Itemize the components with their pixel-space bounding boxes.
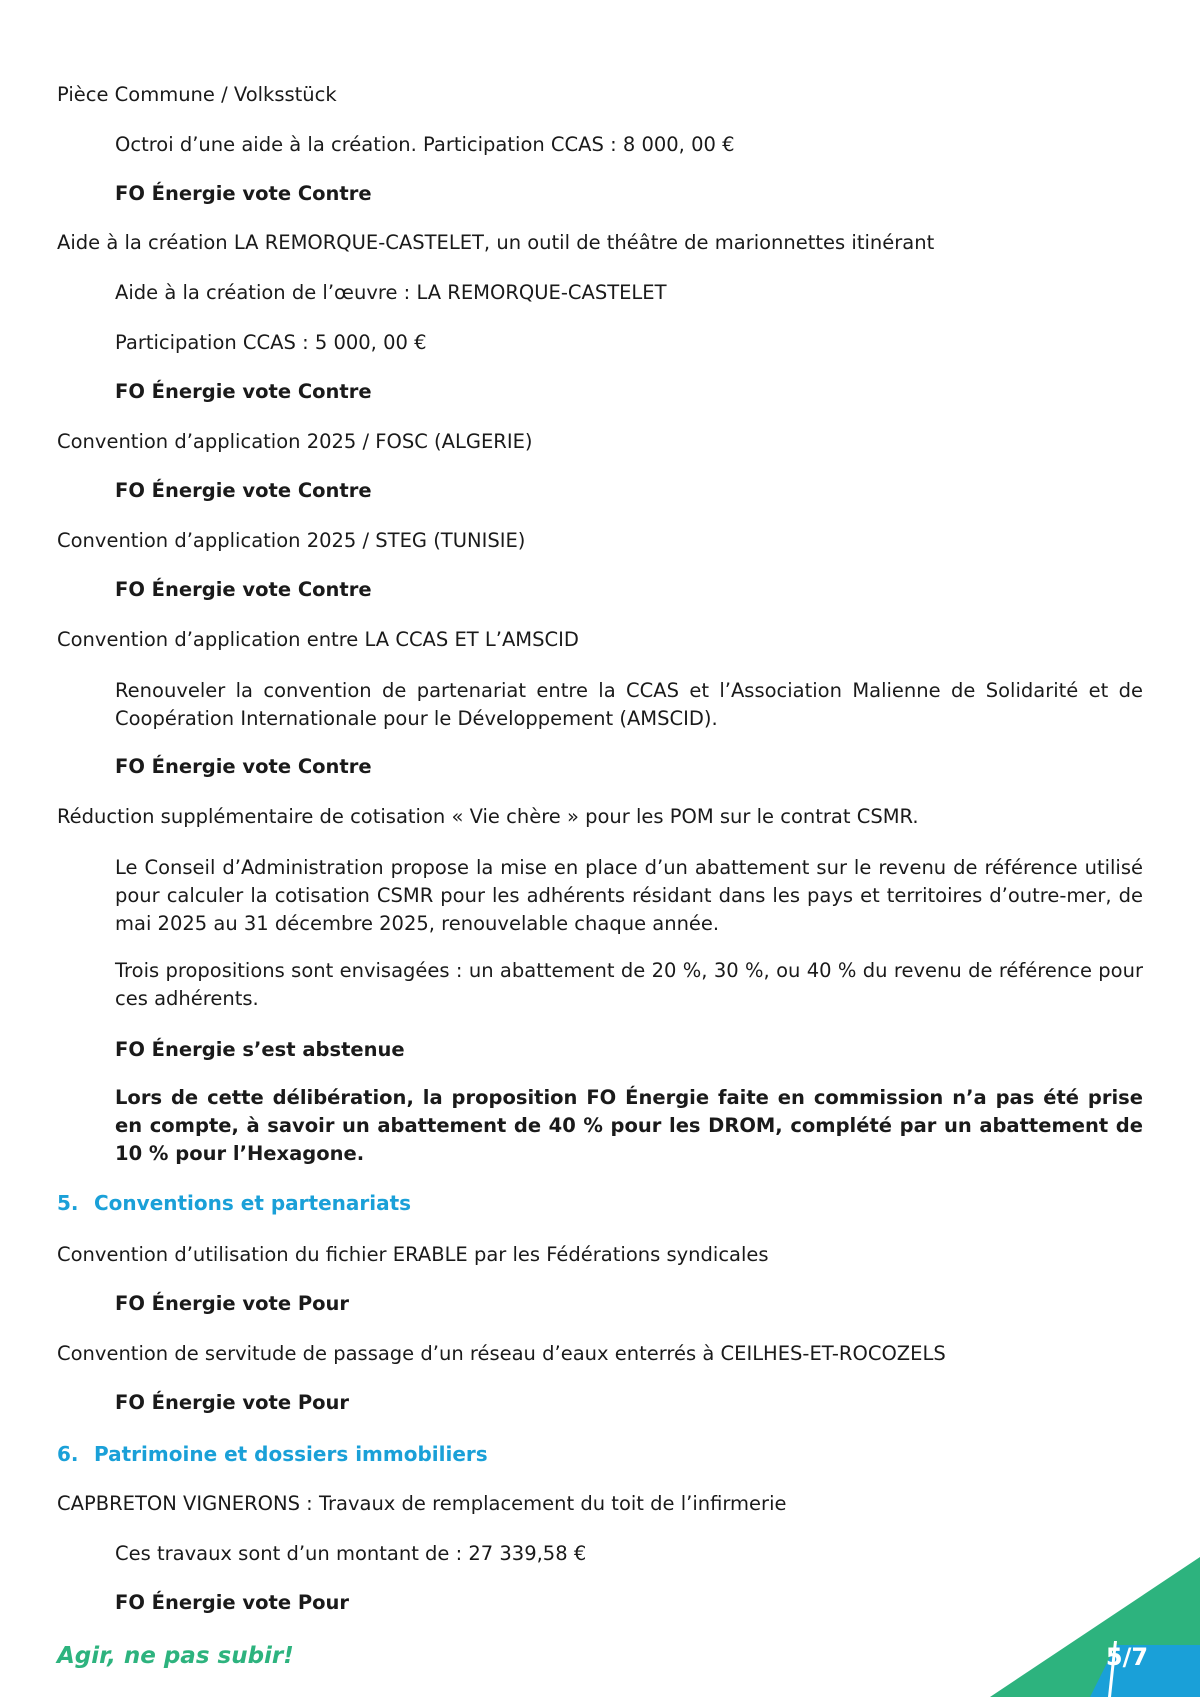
item-title: Convention d’application entre LA CCAS ET L’AMSCID xyxy=(57,628,579,651)
vote-result: FO Énergie vote Pour xyxy=(115,1391,350,1414)
item-title: Convention d’application 2025 / STEG (TUNISIE) xyxy=(57,529,526,552)
vote-result: FO Énergie vote Contre xyxy=(115,380,372,403)
item-detail: Le Conseil d’Administration propose la mise en place d’un abattement sur le revenu de référence utilisé pour calculer la cotisation CSMR pour les adhérents résidant dans les pays et territoires d’outre-mer, de mai 2025 au 31 décembre 2025, renouvelable chaque année. xyxy=(115,856,1143,935)
vote-result: FO Énergie vote Contre xyxy=(115,182,372,205)
vote-result: FO Énergie vote Contre xyxy=(115,479,372,502)
item-title: Aide à la création LA REMORQUE-CASTELET, un outil de théâtre de marionnettes itinérant xyxy=(57,231,935,254)
section-number: 5. xyxy=(57,1191,79,1215)
item-detail: Aide à la création de l’œuvre : LA REMORQUE-CASTELET xyxy=(115,281,667,304)
corner-decoration xyxy=(990,1557,1200,1697)
item-title: Convention d’application 2025 / FOSC (ALGERIE) xyxy=(57,430,533,453)
vote-result: FO Énergie vote Pour xyxy=(115,1292,350,1315)
section-heading xyxy=(57,1189,1143,1217)
item-title: Convention de servitude de passage d’un réseau d’eaux enterrés à CEILHES-ET-ROCOZELS xyxy=(57,1342,946,1365)
vote-result: FO Énergie vote Pour xyxy=(115,1591,350,1614)
item-title: Réduction supplémentaire de cotisation « Vie chère » pour les POM sur le contrat CSMR. xyxy=(57,805,919,828)
item-detail: Trois propositions sont envisagées : un abattement de 20 %, 30 %, ou 40 % du revenu de référence pour ces adhérents. xyxy=(115,959,1143,1010)
item-title: Pièce Commune / Volksstück xyxy=(57,83,337,106)
footer-slogan: Agir, ne pas subir! xyxy=(57,1643,294,1669)
vote-result: FO Énergie vote Contre xyxy=(115,755,372,778)
vote-result: FO Énergie vote Contre xyxy=(115,578,372,601)
section-title: Conventions et partenariats xyxy=(94,1191,412,1215)
item-detail: Renouveler la convention de partenariat entre la CCAS et l’Association Malienne de Solidarité et de Coopération Internationale pour le Développement (AMSCID). xyxy=(115,679,1143,730)
vote-result: FO Énergie s’est abstenue xyxy=(115,1038,405,1061)
item-detail: Ces travaux sont d’un montant de : 27 339,58 € xyxy=(115,1542,587,1565)
item-title: Convention d’utilisation du fichier ERABLE par les Fédérations syndicales xyxy=(57,1243,769,1266)
item-title: CAPBRETON VIGNERONS : Travaux de remplacement du toit de l’infirmerie xyxy=(57,1492,787,1515)
section-title: Patrimoine et dossiers immobiliers xyxy=(94,1442,488,1466)
item-detail: Octroi d’une aide à la création. Participation CCAS : 8 000, 00 € xyxy=(115,133,735,156)
item-detail: Participation CCAS : 5 000, 00 € xyxy=(115,331,427,354)
vote-comment: Lors de cette délibération, la proposition FO Énergie faite en commission n’a pas été prise en compte, à savoir un abattement de 40 % pour les DROM, complété par un abattement de 10 % pour l’Hexagone. xyxy=(115,1086,1143,1165)
section-heading xyxy=(57,1440,1143,1468)
section-number: 6. xyxy=(57,1442,79,1466)
page-number: 5/7 xyxy=(1105,1643,1149,1671)
